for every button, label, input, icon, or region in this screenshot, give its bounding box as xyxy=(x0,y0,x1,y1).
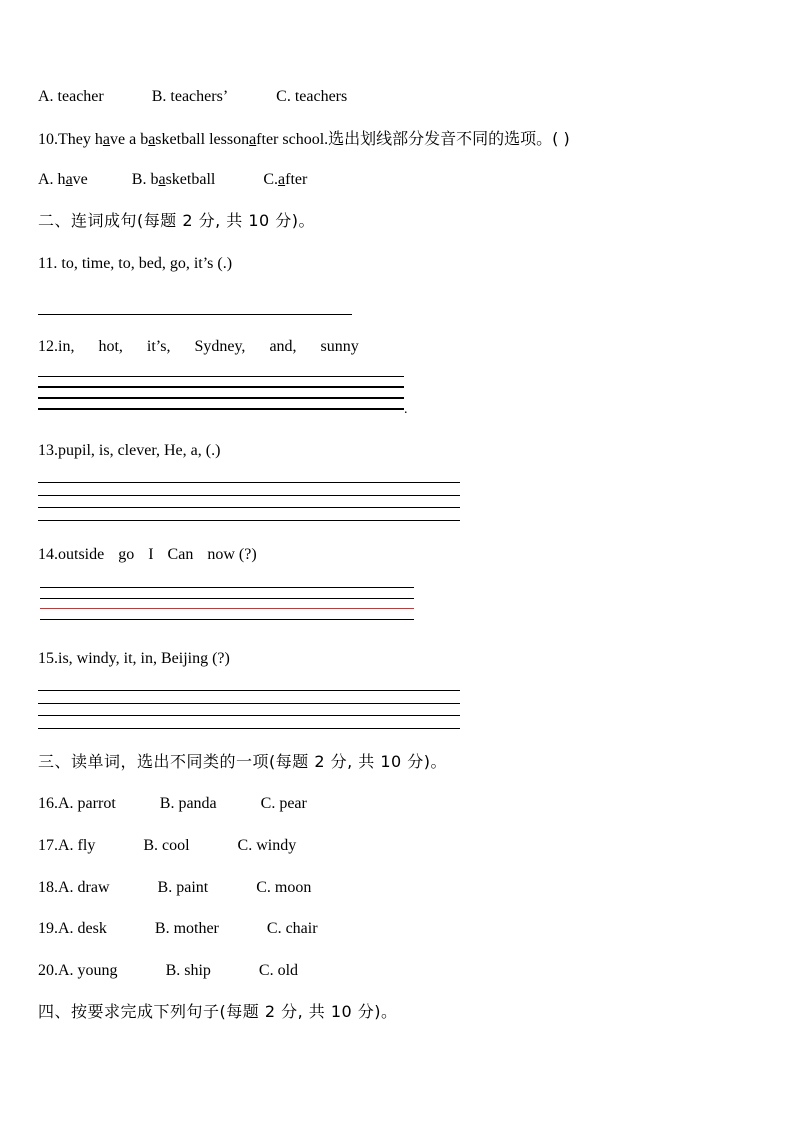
q16-question xyxy=(38,794,307,814)
q16-number: 16. xyxy=(38,795,58,812)
word: and, xyxy=(269,338,297,355)
q17-number: 17. xyxy=(38,837,58,854)
q12-question xyxy=(38,337,359,357)
q10-part: ve a b xyxy=(109,131,149,148)
section-2-title: 二、连词成句(每题 2 分, 共 10 分)。 xyxy=(38,211,316,230)
option-c: C. moon xyxy=(256,879,312,896)
answer-line[interactable] xyxy=(38,520,460,521)
q19-number: 19. xyxy=(38,920,58,937)
q18-question xyxy=(38,878,311,898)
answer-line[interactable] xyxy=(38,408,404,410)
answer-line[interactable] xyxy=(38,397,404,399)
answer-line[interactable] xyxy=(38,715,460,716)
q12-number: 12. xyxy=(38,338,58,355)
word: in, xyxy=(58,338,75,355)
q18-number: 18. xyxy=(38,879,58,896)
q10-underlined: a xyxy=(249,131,257,148)
q19-question xyxy=(38,919,318,939)
word: go xyxy=(118,546,135,563)
option-a: A. draw xyxy=(58,879,110,896)
answer-line[interactable] xyxy=(38,376,404,377)
q14-number: 14. xyxy=(38,546,58,563)
option-c: C. pear xyxy=(260,795,307,812)
q20-number: 20. xyxy=(38,962,58,979)
q11-question: 11. to, time, to, bed, go, it’s (.) xyxy=(38,255,233,272)
answer-line[interactable] xyxy=(38,495,460,496)
q9-options xyxy=(38,87,347,107)
q17-question xyxy=(38,836,296,856)
option-a: A. teacher xyxy=(38,88,104,105)
section-4-title: 四、按要求完成下列句子(每题 2 分, 共 10 分)。 xyxy=(38,1002,398,1021)
option-c: C. chair xyxy=(266,920,318,937)
option-c: C. old xyxy=(258,962,299,979)
answer-line[interactable] xyxy=(38,703,460,704)
q10-instruction: 选出划线部分发音不同的选项。( ) xyxy=(328,129,570,148)
option-c: C.after xyxy=(263,171,308,188)
option-b: B. cool xyxy=(143,837,190,854)
option-a: A. parrot xyxy=(58,795,116,812)
word: now (?) xyxy=(207,546,257,563)
option-b: B. teachers’ xyxy=(151,88,229,105)
answer-line[interactable] xyxy=(38,507,460,508)
q10-underlined: a xyxy=(148,131,156,148)
answer-line[interactable] xyxy=(40,587,414,588)
answer-line[interactable] xyxy=(38,482,460,483)
option-b: B. panda xyxy=(159,795,217,812)
answer-line[interactable] xyxy=(38,728,460,729)
answer-line[interactable] xyxy=(38,386,404,388)
option-b: B. mother xyxy=(154,920,219,937)
answer-line[interactable] xyxy=(40,608,414,609)
q10-part: They h xyxy=(58,131,103,148)
answer-line[interactable] xyxy=(38,690,460,691)
word: hot, xyxy=(98,338,123,355)
option-c: C. windy xyxy=(237,837,297,854)
word: sunny xyxy=(320,338,359,355)
word: it’s, xyxy=(146,338,171,355)
answer-line[interactable] xyxy=(40,619,414,620)
word: Sydney, xyxy=(194,338,246,355)
option-a: A. young xyxy=(58,962,118,979)
word: Can xyxy=(167,546,194,563)
q10-underlined: a xyxy=(102,131,110,148)
word: I xyxy=(148,546,154,563)
q14-question xyxy=(38,545,257,565)
q15-question: 15.is, windy, it, in, Beijing (?) xyxy=(38,650,230,667)
q10-part: fter school. xyxy=(256,131,329,148)
option-a: A. desk xyxy=(58,920,107,937)
q10-question xyxy=(38,129,570,150)
option-b: B. basketball xyxy=(131,171,216,188)
option-c: C. teachers xyxy=(276,88,348,105)
end-mark: . xyxy=(404,402,408,417)
answer-line[interactable] xyxy=(38,314,352,315)
q10-options xyxy=(38,170,307,190)
option-a: A. fly xyxy=(58,837,96,854)
q13-question: 13.pupil, is, clever, He, a, (.) xyxy=(38,442,221,459)
option-b: B. ship xyxy=(165,962,211,979)
option-b: B. paint xyxy=(157,879,209,896)
q10-part: sketball lesson xyxy=(155,131,250,148)
option-a: A. have xyxy=(38,171,88,188)
answer-line[interactable] xyxy=(40,598,414,599)
word: outside xyxy=(58,546,105,563)
q20-question xyxy=(38,961,298,981)
q10-number: 10. xyxy=(38,131,58,148)
section-3-title: 三、读单词，选出不同类的一项(每题 2 分, 共 10 分)。 xyxy=(38,752,448,771)
